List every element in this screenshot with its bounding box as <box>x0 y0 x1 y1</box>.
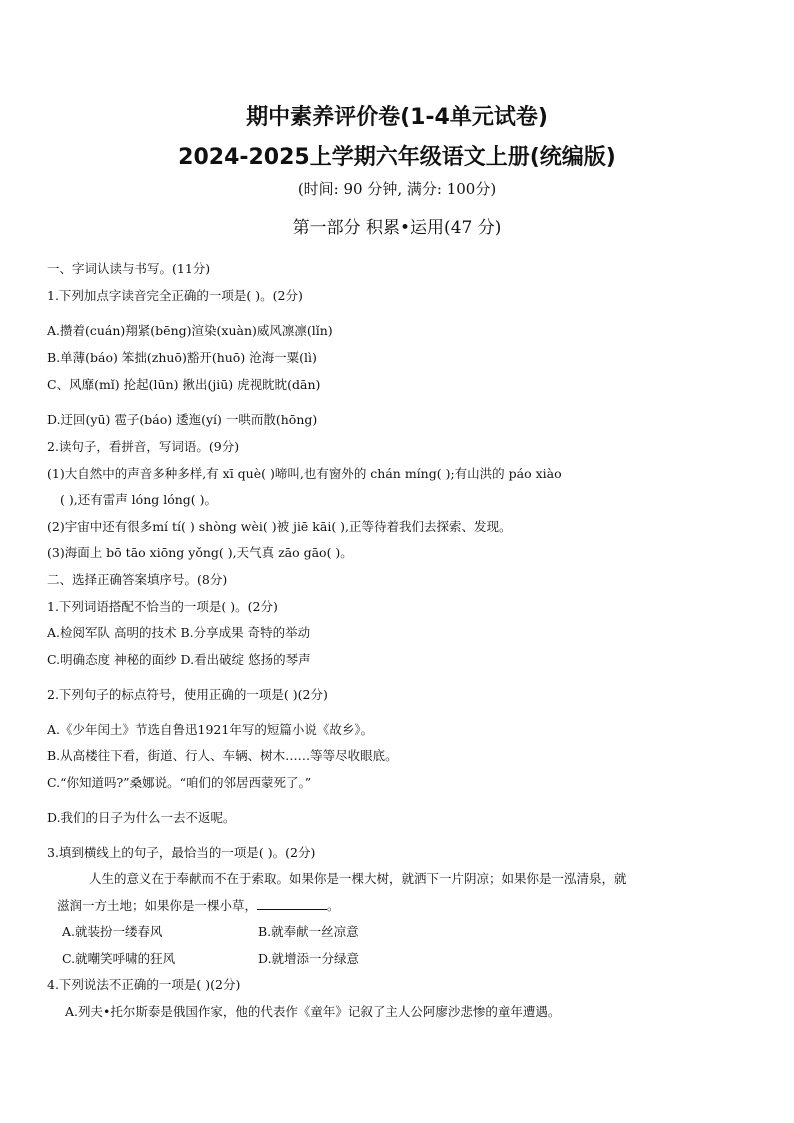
q1-1-stem: 1.下列加点字读音完全正确的一项是( )。(2分) <box>47 288 303 303</box>
q2-2-option-c: C.“你知道吗?”桑娜说。“咱们的邻居西蒙死了。” <box>47 775 312 790</box>
q1-1-option-c: C、风靡(mǐ) 抡起(lūn) 揪出(jiū) 虎视眈眈(dān) <box>47 377 321 392</box>
q2-2-option-d: D.我们的日子为什么一去不返呢。 <box>47 810 236 825</box>
q2-3-option-c: C.就嘲笑呼啸的狂风 <box>62 951 176 966</box>
section-two-heading: 二、选择正确答案填序号。(8分) <box>47 572 228 587</box>
q1-2-line-2: ( ),还有雷声 lóng lóng( )。 <box>60 492 218 507</box>
q1-1-option-b: B.单薄(báo) 笨拙(zhuō)豁开(huō) 沧海一粟(lì) <box>47 350 317 365</box>
part-one-title: 第一部分 积累•运用(47 分) <box>292 218 502 238</box>
section-one-heading: 一、字词认读与书写。(11分) <box>47 261 211 276</box>
q2-2-option-b: B.从高楼往下看，街道、行人、车辆、树木……等等尽收眼底。 <box>47 748 398 763</box>
q2-1-options-cd: C.明确态度 神秘的面纱 D.看出破绽 悠扬的琴声 <box>47 652 311 667</box>
answer-blank[interactable] <box>257 897 327 910</box>
q2-3-option-d: D.就增添一分绿意 <box>258 951 360 966</box>
q2-3-passage-line-2 <box>57 897 340 915</box>
q1-2-line-1: (1)大自然中的声音多种多样,有 xī què( )啼叫,也有窗外的 chán míng( );有山洪的 páo xiào <box>47 466 562 481</box>
q2-3-options-ab <box>62 923 462 941</box>
q2-4-option-a: A.列夫•托尔斯泰是俄国作家，他的代表作《童年》记叙了主人公阿廖沙悲惨的童年遭遇。 <box>65 1004 561 1019</box>
q1-2-line-4: (3)海面上 bō tāo xiōng yǒng( ),天气真 zāo gāo( )。 <box>47 545 353 560</box>
q2-1-stem: 1.下列词语搭配不恰当的一项是( )。(2分) <box>47 599 278 614</box>
q2-1-options-ab: A.检阅军队 高明的技术 B.分享成果 奇特的举动 <box>47 625 311 640</box>
q1-1-option-d: D.迂回(yū) 雹子(báo) 逶迤(yí) 一哄而散(hōng) <box>47 412 318 427</box>
exam-title: 期中素养评价卷(1-4单元试卷) <box>246 105 548 130</box>
q2-3-option-b: B.就奉献一丝凉意 <box>258 924 359 939</box>
q1-1-option-a: A.攒着(cuán)翔紧(bēng)渲染(xuàn)威风凛凛(lǐn) <box>47 323 333 338</box>
q2-3-passage-text: 滋润一方土地；如果你是一棵小草， <box>57 898 258 913</box>
q2-2-option-a: A.《少年闰土》节选自鲁迅1921年写的短篇小说《故乡》。 <box>47 722 374 737</box>
q1-2-stem: 2.读句子，看拼音，写词语。(9分) <box>47 439 240 454</box>
q2-4-stem: 4.下列说法不正确的一项是( )(2分) <box>47 977 241 992</box>
q2-3-passage-end: 。 <box>327 898 340 913</box>
q2-3-options-cd <box>62 950 462 968</box>
q2-3-stem: 3.填到横线上的句子，最恰当的一项是( )。(2分) <box>47 845 316 860</box>
exam-subtitle: 2024-2025上学期六年级语文上册(统编版) <box>178 145 616 170</box>
q2-3-passage-line-1: 人生的意义在于奉献而不在于索取。如果你是一棵大树，就洒下一片阴凉；如果你是一泓清泉，就 <box>89 871 627 886</box>
q1-2-line-3: (2)宇宙中还有很多mí tí( ) shòng wèi( )被 jiē kāi( ),正等待着我们去探索、发现。 <box>47 519 512 534</box>
q2-2-stem: 2.下列句子的标点符号，使用正确的一项是( )(2分) <box>47 687 328 702</box>
time-and-score: (时间: 90 分钟, 满分: 100分) <box>297 180 497 198</box>
q2-3-option-a: A.就装扮一缕春风 <box>62 924 163 939</box>
